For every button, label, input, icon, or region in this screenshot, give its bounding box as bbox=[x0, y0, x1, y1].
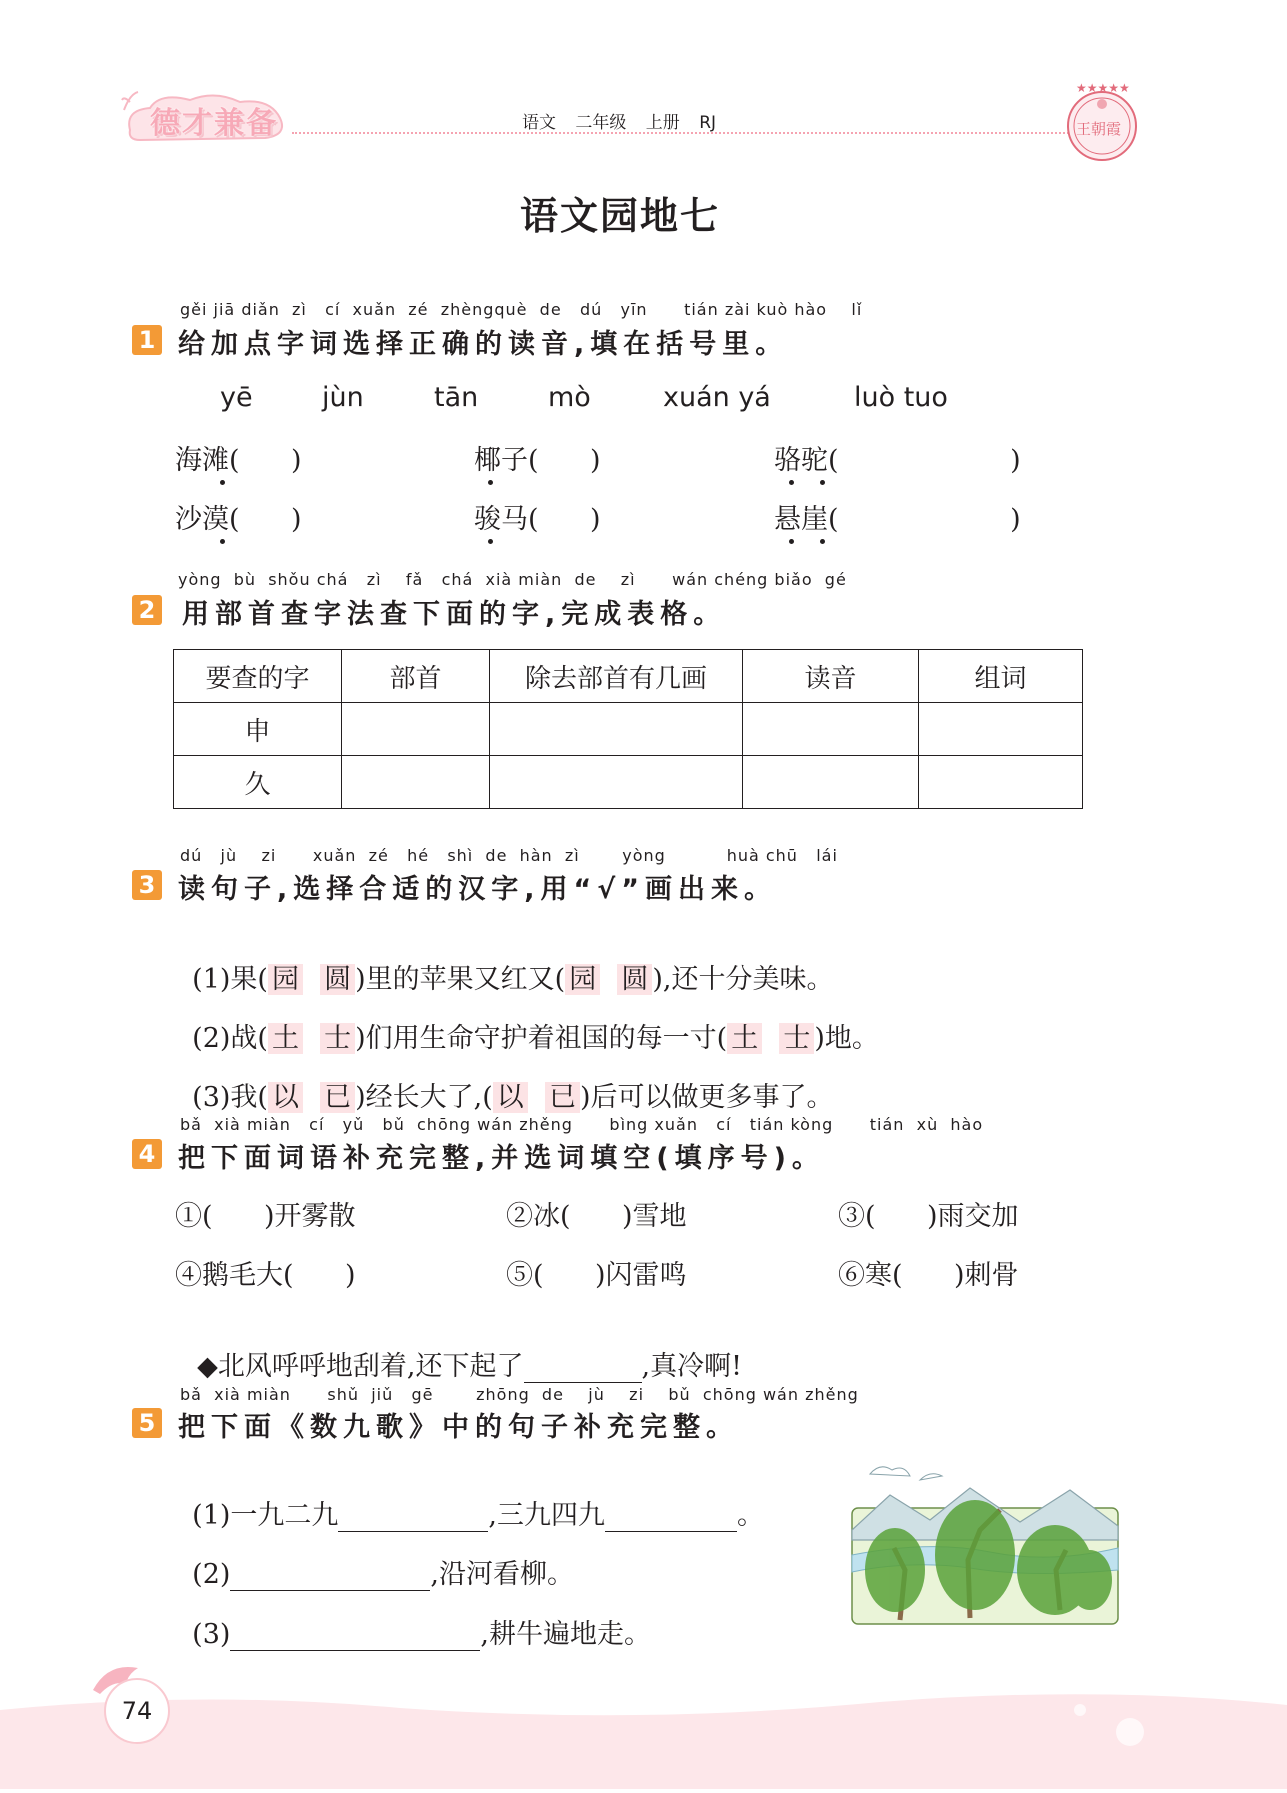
idiom-item: ⑤( )闪雷鸣 bbox=[506, 1260, 687, 1291]
emphasis-dot bbox=[488, 480, 493, 485]
sentence-text: )里的苹果又红又( bbox=[355, 964, 566, 995]
q1-option: yē bbox=[220, 382, 253, 413]
q1-option: jùn bbox=[322, 382, 364, 413]
footer-wave-icon bbox=[0, 1680, 1287, 1789]
q1-option: luò tuo bbox=[854, 382, 948, 413]
table-row bbox=[174, 756, 1083, 809]
seal-text: 王朝霞 bbox=[1076, 120, 1122, 138]
sentence-text: (3) bbox=[192, 1619, 231, 1650]
answer-blank[interactable] bbox=[605, 1500, 737, 1532]
brand-text: 德才兼备 bbox=[150, 106, 278, 141]
subject-line: 语文 二年级 上册 RJ bbox=[522, 113, 717, 133]
q2-number: 2 bbox=[132, 595, 162, 625]
choice-option[interactable]: 以 bbox=[268, 1082, 303, 1113]
idiom-item: ⑥寒( )刺骨 bbox=[838, 1260, 1019, 1291]
choice-option[interactable]: 士 bbox=[779, 1023, 814, 1054]
emphasis-dot bbox=[789, 480, 794, 485]
idiom-item: ④鹅毛大( ) bbox=[175, 1260, 356, 1291]
q1-number: 1 bbox=[132, 325, 162, 355]
sentence-text: ,耕牛遍地走。 bbox=[480, 1619, 652, 1650]
table-header-row bbox=[174, 650, 1083, 703]
sentence-text: ,沿河看柳。 bbox=[430, 1559, 575, 1590]
emphasis-dot bbox=[820, 480, 825, 485]
q1-option: xuán yá bbox=[663, 382, 771, 413]
q1-item: 骆驼( ) bbox=[774, 445, 1021, 476]
q1-item: 沙漠( ) bbox=[175, 504, 302, 535]
q3-instruction: 读句子,选择合适的汉字,用“√”画出来。 bbox=[178, 874, 778, 905]
q4-instruction: 把下面词语补充完整,并选词填空(填序号)。 bbox=[178, 1143, 825, 1174]
q1-instruction: 给加点字词选择正确的读音,填在括号里。 bbox=[178, 329, 789, 360]
q3-pinyin: dú jù zi xuǎn zé hé shì de hàn zì yòng huà chū lái bbox=[180, 846, 838, 865]
q1-item: 悬崖( ) bbox=[774, 504, 1021, 535]
choice-option[interactable]: 圆 bbox=[320, 964, 355, 995]
table-header: 部首 bbox=[342, 650, 490, 703]
sentence-text: ,真冷啊! bbox=[641, 1351, 742, 1382]
q1-pinyin: gěi jiā diǎn zì cí xuǎn zé zhèngquè de dú yīn tián zài kuò hào lǐ bbox=[180, 300, 863, 319]
sentence-text: (1)一九二九 bbox=[192, 1500, 339, 1531]
choice-option[interactable]: 圆 bbox=[617, 964, 652, 995]
q1-item: 海滩( ) bbox=[175, 445, 302, 476]
table-header: 组词 bbox=[919, 650, 1083, 703]
q5-instruction: 把下面《数九歌》中的句子补充完整。 bbox=[178, 1412, 739, 1443]
seal-stamp bbox=[1064, 78, 1140, 164]
choice-option[interactable]: 园 bbox=[565, 964, 600, 995]
sentence-text: )们用生命守护着祖国的每一寸( bbox=[355, 1023, 728, 1054]
q4-pinyin: bǎ xià miàn cí yǔ bǔ chōng wán zhěng bìng xuǎn cí tián kòng tián xù hào bbox=[180, 1115, 984, 1134]
table-cell[interactable] bbox=[342, 756, 490, 809]
q1-option: mò bbox=[548, 382, 591, 413]
sentence-text: (3)我( bbox=[192, 1082, 268, 1113]
svg-text:★★★★★: ★★★★★ bbox=[1076, 81, 1130, 95]
choice-option[interactable]: 士 bbox=[320, 1023, 355, 1054]
sentence-text: (2)战( bbox=[192, 1023, 268, 1054]
footer-decoration bbox=[0, 1680, 1287, 1789]
table-cell[interactable] bbox=[342, 703, 490, 756]
q5-line-3 bbox=[175, 1581, 651, 1651]
page-title: 语文园地七 bbox=[519, 194, 720, 238]
willow-tree-icon bbox=[850, 1460, 1122, 1626]
table-cell: 申 bbox=[174, 703, 342, 756]
choice-option[interactable]: 园 bbox=[268, 964, 303, 995]
idiom-item: ②冰( )雪地 bbox=[506, 1201, 687, 1232]
q1-item: 骏马( ) bbox=[474, 504, 601, 535]
q2-pinyin: yòng bù shǒu chá zì fǎ chá xià miàn de zì wán chéng biǎo gé bbox=[178, 570, 847, 589]
table-cell: 久 bbox=[174, 756, 342, 809]
q1-item: 椰子( ) bbox=[474, 445, 601, 476]
q5-pinyin: bǎ xià miàn shǔ jiǔ gē zhōng de jù zi bǔ chōng wán zhěng bbox=[180, 1385, 859, 1404]
idiom-item: ③( )雨交加 bbox=[838, 1201, 1019, 1232]
choice-option[interactable]: 以 bbox=[493, 1082, 528, 1113]
answer-blank[interactable] bbox=[230, 1619, 480, 1651]
emphasis-dot bbox=[220, 480, 225, 485]
sentence-text: ,三九四九 bbox=[488, 1500, 606, 1531]
q4-number: 4 bbox=[132, 1139, 162, 1169]
sentence-text: )后可以做更多事了。 bbox=[579, 1082, 834, 1113]
table-row bbox=[174, 703, 1083, 756]
page-number: 74 bbox=[104, 1678, 170, 1744]
table-cell[interactable] bbox=[743, 703, 919, 756]
radical-lookup-table bbox=[173, 649, 1083, 809]
table-header: 读音 bbox=[743, 650, 919, 703]
table-cell[interactable] bbox=[743, 756, 919, 809]
table-header: 要查的字 bbox=[174, 650, 342, 703]
q5-number: 5 bbox=[132, 1408, 162, 1438]
sentence-text: ◆北风呼呼地刮着,还下起了 bbox=[197, 1351, 524, 1382]
choice-option[interactable]: 已 bbox=[545, 1082, 580, 1113]
table-header: 除去部首有几画 bbox=[490, 650, 743, 703]
choice-option[interactable]: 土 bbox=[727, 1023, 762, 1054]
idiom-item: ①( )开雾散 bbox=[175, 1201, 356, 1232]
sentence-text: (2) bbox=[192, 1559, 231, 1590]
sentence-text: )经长大了,( bbox=[355, 1082, 493, 1113]
sentence-text: )地。 bbox=[814, 1023, 879, 1054]
table-cell[interactable] bbox=[919, 756, 1083, 809]
table-cell[interactable] bbox=[919, 703, 1083, 756]
brand-logo bbox=[120, 90, 290, 144]
emphasis-dot bbox=[488, 539, 493, 544]
q2-instruction: 用部首查字法查下面的字,完成表格。 bbox=[182, 599, 727, 630]
q3-number: 3 bbox=[132, 870, 162, 900]
emphasis-dot bbox=[820, 539, 825, 544]
sentence-text: 。 bbox=[737, 1500, 765, 1531]
emphasis-dot bbox=[789, 539, 794, 544]
table-cell[interactable] bbox=[490, 703, 743, 756]
table-cell[interactable] bbox=[490, 756, 743, 809]
willow-illustration bbox=[850, 1460, 1122, 1626]
q4-fill-sentence bbox=[180, 1313, 742, 1383]
choice-option[interactable]: 已 bbox=[320, 1082, 355, 1113]
sentence-text: (1)果( bbox=[192, 964, 268, 995]
emphasis-dot bbox=[220, 539, 225, 544]
sentence-text: ),还十分美味。 bbox=[652, 964, 834, 995]
q1-option: tān bbox=[434, 382, 479, 413]
answer-blank[interactable] bbox=[524, 1351, 642, 1383]
choice-option[interactable]: 土 bbox=[268, 1023, 303, 1054]
q3-sentence-3 bbox=[175, 1044, 834, 1114]
